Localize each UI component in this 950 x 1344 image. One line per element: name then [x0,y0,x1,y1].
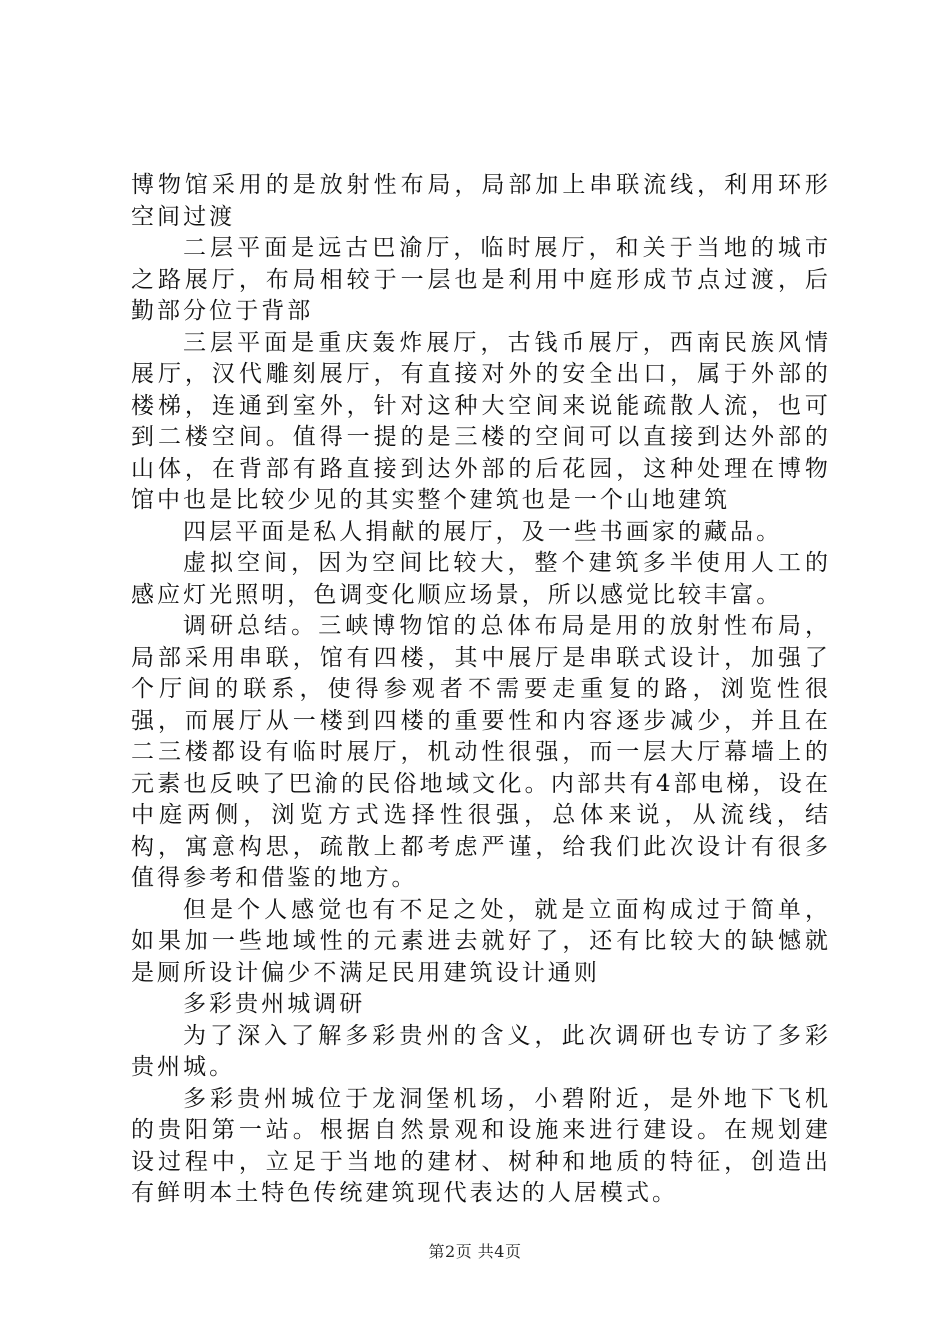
paragraph: 博物馆采用的是放射性布局，局部加上串联流线，利用环形空间过渡 [131,172,831,230]
page-number-footer: 第2页 共4页 [428,1242,522,1261]
paragraph: 但是个人感觉也有不足之处，就是立面构成过于简单，如果加一些地域性的元素进去就好了，还有比较大的缺憾就是厕所设计偏少不满足民用建筑设计通则 [131,896,831,986]
paragraph: 二层平面是远古巴渝厅，临时展厅，和关于当地的城市之路展厅，布局相较于一层也是利用中庭形成节点过渡，后勤部分位于背部 [131,235,831,324]
document-body [131,170,831,1210]
paragraph: 为了深入了解多彩贵州的含义，此次调研也专访了多彩贵州城。 [131,1022,831,1080]
paragraph: 四层平面是私人捐献的展厅，及一些书画家的藏品。 [183,518,783,545]
paragraph: 多彩贵州城位于龙洞堡机场，小碧附近，是外地下飞机的贵阳第一站。根据自然景观和设施来进行建设。在规划建设过程中，立足于当地的建材、树种和地质的特征，创造出有鲜明本土特色传统建筑现代表达的人居模式。 [131,1085,831,1206]
paragraph: 三层平面是重庆轰炸展厅，古钱币展厅，西南民族风情展厅，汉代雕刻展厅，有直接对外的安全出口，属于外部的楼梯，连通到室外，针对这种大空间来说能疏散人流，也可到二楼空间。值得一提的是三楼的空间可以直接到达外部的山体，在背部有路直接到达外部的后花园，这种处理在博物馆中也是比较少见的其实整个建筑也是一个山地建筑 [131,329,831,513]
section-heading: 多彩贵州城调研 [183,991,366,1017]
paragraph: 虚拟空间，因为空间比较大，整个建筑多半使用人工的感应灯光照明，色调变化顺应场景，所以感觉比较丰富。 [131,550,831,608]
paragraph: 调研总结。三峡博物馆的总体布局是用的放射性布局，局部采用串联，馆有四楼，其中展厅是串联式设计，加强了个厅间的联系，使得参观者不需要走重复的路，浏览性很强，而展厅从一楼到四楼的重要性和内容逐步减少，并且在二三楼都设有临时展厅，机动性很强，而一层大厅幕墙上的元素也反映了巴渝的民俗地域文化。内部共有4部电梯，设在中庭两侧，浏览方式选择性很强，总体来说，从流线，结构，寓意构思，疏散上都考虑严谨，给我们此次设计有很多值得参考和借鉴的地方。 [131,613,831,891]
